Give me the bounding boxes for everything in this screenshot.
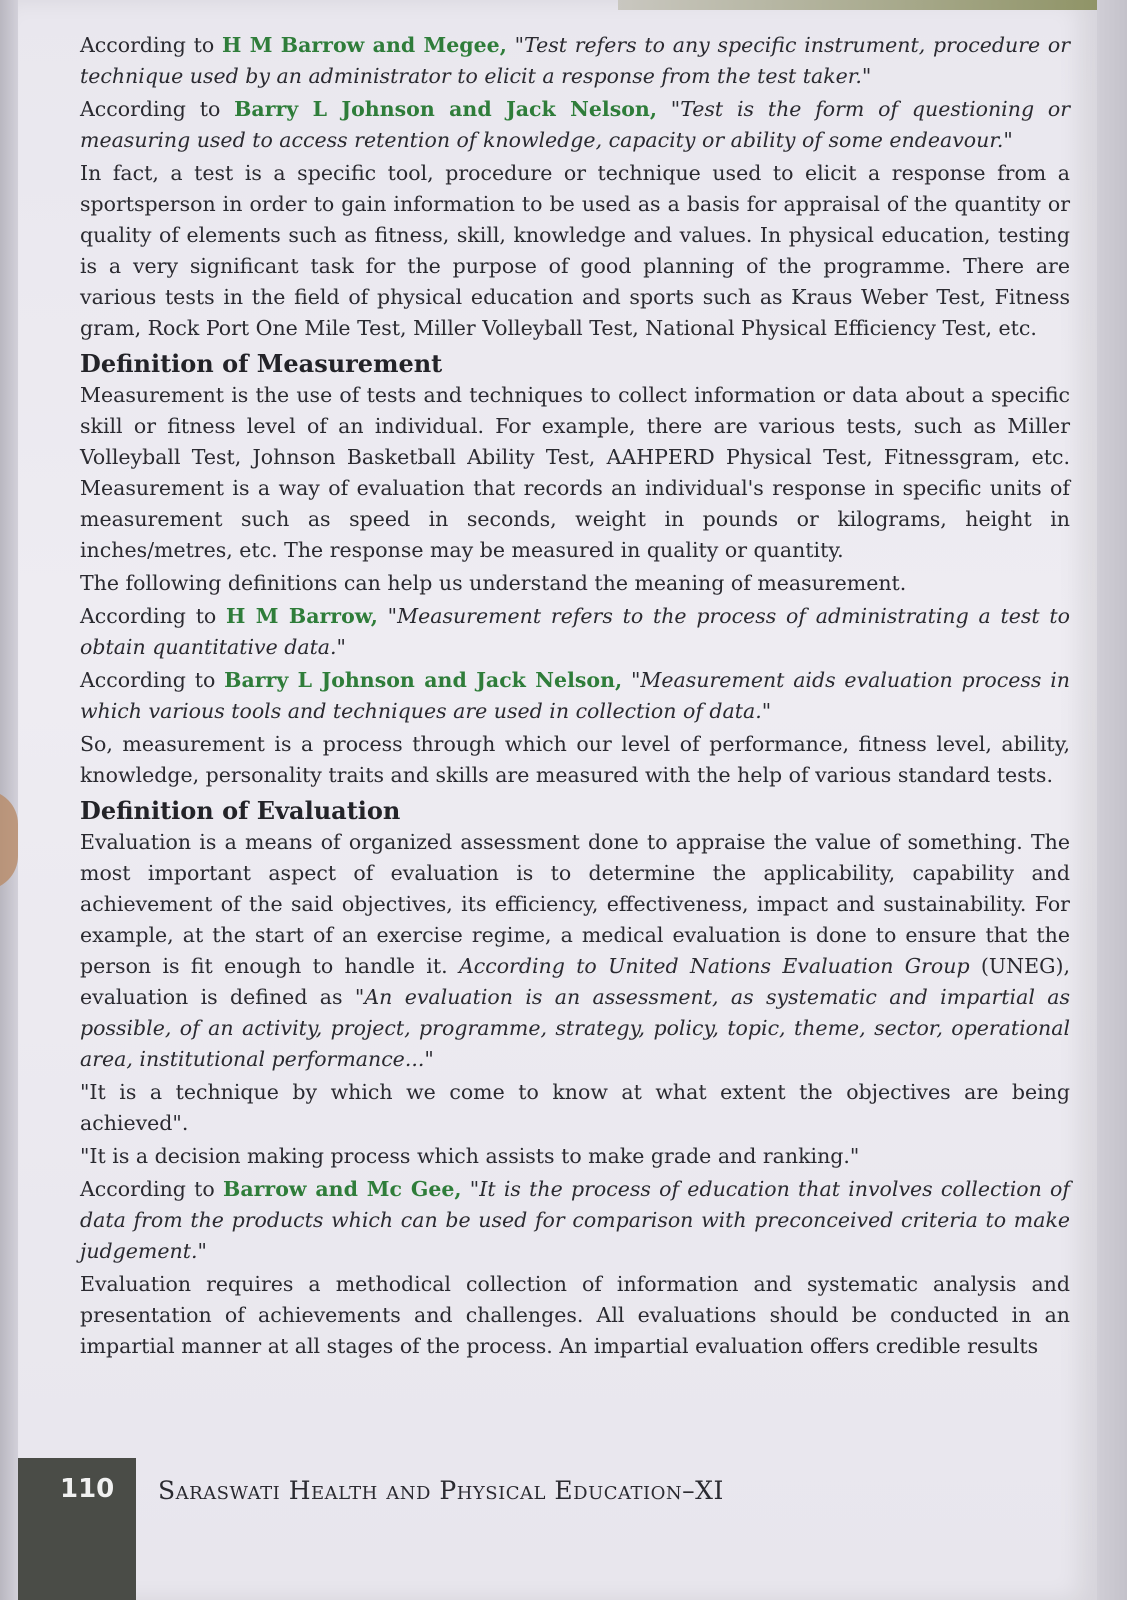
definition-quote: "Measurement refers to the process of administrating a test to obtain quantitative data."	[80, 604, 1070, 659]
measurement-paragraph: Measurement is the use of tests and techniques to collect information or data about a specific skill or fitness level of an individual. For example, there are various tests, such as Miller Volleyball Test, Johnson Basketball Ability Test, AAHPERD Physical Test, Fitnessgram, etc. Measurement is a way of evaluation that records an individual's response in specific units of measurement such as speed in seconds, weight in pounds or kilograms, height in inches/metres, etc. The response may be measured in quality or quantity.	[80, 383, 1070, 562]
evaluation-paragraph: Evaluation is a means of organized assessment done to appraise the value of something. The most important aspect of evaluation is to determine the applicability, capability and achievement of the said objectives, its efficiency, effectiveness, impact and sustainability. For example, at the start of an exercise regime, a medical evaluation is done to ensure that the person is fit enough to handle it. According to United Nations Evaluation Group (UNEG), evaluation is defined as "An evaluation is an assessment, as systematic and impartial as possible, of an activity, project, programme, strategy, policy, topic, theme, sector, operational area, institutional performance..."	[80, 830, 1070, 1071]
uneg-quote: "An evaluation is an assessment, as systematic and impartial as possible, of an activity, project, programme, strategy, policy, topic, theme, sector, operational area, institutional performance..."	[80, 985, 1070, 1071]
definition-quote: "Test refers to any specific instrument, procedure or technique used by an administrator to elicit a response from the test taker."	[80, 33, 1071, 88]
test-explanation-paragraph: In fact, a test is a specific tool, procedure or technique used to elicit a response from a sportsperson in order to gain information to be used as a basis for appraisal of the quantity or quality of elements such as fitness, skill, knowledge and values. In physical education, testing is a very significant task for the purpose of good planning of the programme. There are various tests in the field of physical education and sports such as Kraus Weber Test, Fitness gram, Rock Port One Mile Test, Miller Volleyball Test, National Physical Efficiency Test, etc.	[80, 161, 1070, 340]
evaluation-quote-1: "It is a technique by which we come to know at what extent the objectives are being achieved".	[80, 1080, 1070, 1135]
evaluation-definition-barrow: According to Barrow and Mc Gee, "It is the process of education that involves collection of data from the products which can be used for comparison with preconceived criteria to make judgement."	[80, 1177, 1070, 1263]
measurement-heading: Definition of Measurement	[80, 349, 443, 378]
evaluation-quote-2: "It is a decision making process which assists to make grade and ranking."	[80, 1144, 860, 1168]
page-number: 110	[60, 1474, 115, 1504]
author-name: Barry L Johnson and Jack Nelson,	[224, 668, 623, 692]
test-definition-2: According to Barry L Johnson and Jack Nelson, "Test is the form of questioning or measuring used to access retention of knowledge, capacity or ability of some endeavour."	[80, 97, 1070, 152]
author-name: H M Barrow,	[226, 604, 378, 628]
author-name: Barrow and Mc Gee,	[223, 1177, 462, 1201]
measurement-definition-1: According to H M Barrow, "Measurement refers to the process of administrating a test to obtain quantitative data."	[80, 604, 1070, 659]
author-name: Barry L Johnson and Jack Nelson,	[234, 97, 657, 121]
top-background-strip	[618, 0, 1098, 10]
author-name: H M Barrow and Megee,	[221, 33, 507, 57]
measurement-intro: The following definitions can help us understand the meaning of measurement.	[80, 571, 907, 595]
book-page	[18, 0, 1098, 1600]
next-page-edge	[1097, 0, 1127, 1600]
page-content	[80, 30, 1070, 1364]
evaluation-closing-paragraph: Evaluation requires a methodical collection of information and systematic analysis and presentation of achievements and challenges. All evaluations should be conducted in an impartial manner at all stages of the process. An impartial evaluation offers credible results	[80, 1272, 1070, 1358]
test-definition-1: According to H M Barrow and Megee, "Test refers to any specific instrument, procedure or technique used by an administrator to elicit a response from the test taker."	[80, 33, 1071, 88]
measurement-summary: So, measurement is a process through which our level of performance, fitness level, ability, knowledge, personality traits and skills are measured with the help of various standard tests.	[80, 732, 1070, 787]
measurement-definition-2: According to Barry L Johnson and Jack Nelson, "Measurement aids evaluation process in which various tools and techniques are used in collection of data."	[80, 668, 1070, 723]
running-footer-title: Saraswati Health and Physical Education–XI	[158, 1476, 724, 1505]
definition-quote: "It is the process of education that involves collection of data from the products which can be used for comparison with preconceived criteria to make judgement."	[80, 1177, 1070, 1263]
evaluation-heading: Definition of Evaluation	[80, 796, 401, 825]
definition-quote: "Test is the form of questioning or measuring used to access retention of knowledge, capacity or ability of some endeavour."	[80, 97, 1070, 152]
definition-quote: "Measurement aids evaluation process in which various tools and techniques are used in collection of data."	[80, 668, 1070, 723]
